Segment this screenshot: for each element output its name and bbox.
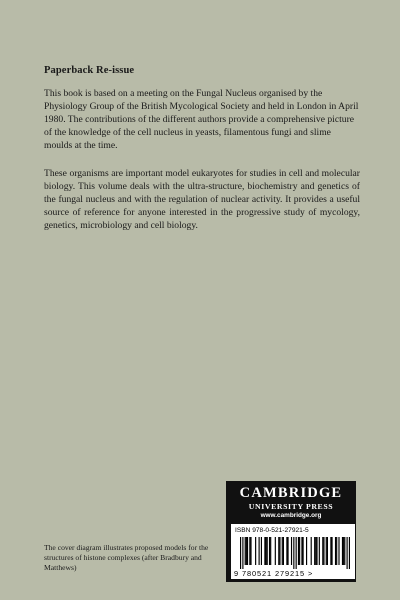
barcode-bar (327, 537, 328, 565)
description-paragraph-1: This book is based on a meeting on the Fungal Nucleus organised by the Physiology Group of the British Mycological Society and held in London in April 1980. The contributions of the different authors provide a comprehensive picture of the knowledge of the cell nucleus in yeasts, filamentous fungi and slime moulds at the time. (44, 88, 359, 151)
barcode-bar (282, 537, 283, 565)
barcode-bar (299, 537, 300, 565)
barcode-bar (303, 537, 304, 565)
description-paragraph-2: These organisms are important model eukaryotes for studies in cell and molecular biology. This volume deals with the ultra-structure, biochemistry and genetics of the fungal nucleus and with the regulation of nuclear activity. It provides a useful source of reference for anyone interested in the progressive study of mycology, genetics, microbiology and cell biology. (44, 168, 360, 231)
cover-diagram-caption: The cover diagram illustrates proposed models for the structures of histone complexes (after Bradbury and Matthews) (44, 543, 209, 573)
barcode-bar (306, 537, 307, 565)
barcode-bar (287, 537, 288, 565)
barcode-bar (265, 537, 266, 565)
isbn-label: ISBN 978-0-521-27921-5 (235, 527, 309, 534)
barcode-bar (242, 537, 243, 569)
barcode-bar (264, 537, 265, 565)
barcode-bar (246, 537, 247, 565)
barcode-bar (314, 537, 315, 565)
barcode-bar (245, 537, 246, 565)
barcode-bar (301, 537, 302, 565)
barcode-bar (316, 537, 317, 565)
barcode-bar (344, 537, 345, 565)
barcode-bar (261, 537, 262, 565)
barcode-bar (336, 537, 337, 565)
publisher-url: www.cambridge.org (260, 512, 322, 519)
barcode-bar (293, 537, 294, 569)
barcode-bar (249, 537, 250, 565)
barcode-panel (231, 524, 355, 579)
barcode-bar (283, 537, 284, 565)
barcode-bar (275, 537, 276, 565)
publisher-subname: UNIVERSITY PRESS (248, 502, 334, 511)
barcode-bar (247, 537, 248, 565)
barcode-bar (342, 537, 343, 565)
barcode-digits: 9 780521 279215 > (234, 569, 314, 578)
barcode-bar (259, 537, 260, 565)
barcode-bar (311, 537, 312, 565)
barcode-bar (338, 537, 339, 565)
barcode-bar (269, 537, 270, 565)
barcode-bar (286, 537, 287, 565)
back-cover-heading: Paperback Re-issue (44, 65, 135, 76)
barcode-bar (349, 537, 350, 569)
barcode-bar (319, 537, 320, 565)
barcode-bar (335, 537, 336, 565)
barcode-bar (250, 537, 251, 565)
barcode-bar (298, 537, 299, 565)
barcode-bar (323, 537, 324, 565)
barcode-bar (343, 537, 344, 565)
publisher-name: CAMBRIDGE (239, 485, 343, 501)
barcode-bar (267, 537, 268, 565)
barcode-bar (296, 537, 297, 569)
barcode-bar (240, 537, 241, 569)
barcode-bar (330, 537, 331, 565)
barcode-bar (347, 537, 348, 569)
barcode-graphic (240, 537, 350, 569)
barcode-bar (315, 537, 316, 565)
barcode-bar (331, 537, 332, 565)
barcode-bar (279, 537, 280, 565)
barcode-bar (278, 537, 279, 565)
barcode-bar (255, 537, 256, 565)
barcode-bar (326, 537, 327, 565)
barcode-bar (322, 537, 323, 565)
barcode-bar (291, 537, 292, 565)
barcode-bar (270, 537, 271, 565)
